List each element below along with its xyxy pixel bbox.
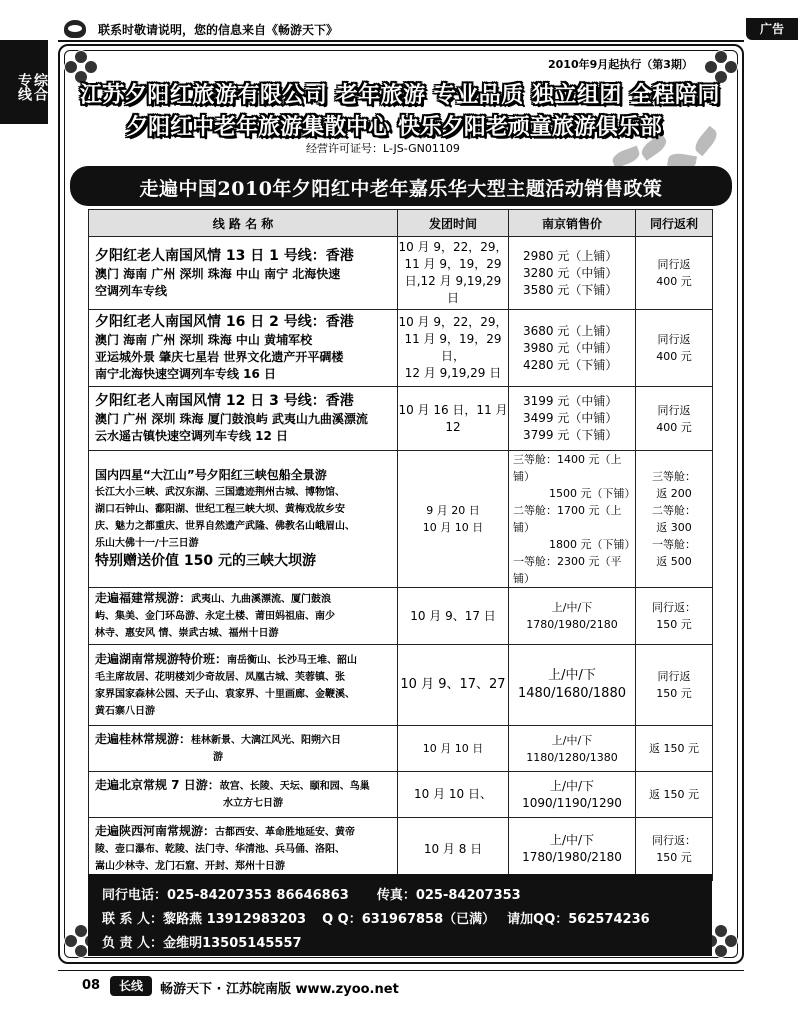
table-row [89, 645, 713, 726]
route-cell: 夕阳红老人南国风情 13 日 1 号线：香港 澳门 海南 广州 深圳 珠海 中山 南宁 北海快速 空调列车专线 [89, 237, 398, 310]
page-number: 08 [82, 978, 101, 993]
source-note: 联系时敬请说明，您的信息来自《畅游天下》 [98, 23, 339, 37]
route-cell: 夕阳红老人南国风情 12 日 3 号线：香港 澳门 广州 深圳 珠海 厦门鼓浪屿 武夷山九曲溪漂流 云水遥古镇快速空调列车专线 12 日 [89, 387, 398, 451]
route-cell: 走遍福建常规游：武夷山、九曲溪漂流、厦门鼓浪 屿、集美、金门环岛游、永定土楼、莆田妈祖庙、南少 林寺、惠安风 情、崇武古城、福州十日游 [89, 588, 398, 645]
rebate-cell: 返 150 元 [636, 726, 713, 772]
price-cell: 上/中/下 1780/1980/2180 [509, 818, 636, 881]
price-cell: 上/中/下 1180/1280/1380 [509, 726, 636, 772]
date-cell: 10 月 10 日 [398, 726, 509, 772]
manager: 金维明13505145557 [163, 936, 302, 951]
date-cell: 10 月 9、17 日 [398, 588, 509, 645]
top-divider [58, 40, 744, 42]
rebate-cell: 同行返 150 元 [636, 645, 713, 726]
col-header-date: 发团时间 [398, 210, 509, 237]
license-number: 经营许可证号：L-JS-GN01109 [306, 142, 460, 155]
table-row [89, 818, 713, 881]
col-header-price: 南京销售价 [509, 210, 636, 237]
price-cell: 三等舱：1400 元（上铺） 1500 元（下铺） 二等舱：1700 元（上铺） 1800 元（下铺） 一等舱：2300 元（平铺） [509, 451, 636, 588]
contact-line-person: 联 系 人：黎路燕 13912983203 Q Q：631967858（已满） 请加QQ：562574236 [102, 912, 650, 927]
rebate-cell: 同行返： 150 元 [636, 588, 713, 645]
top-bar [0, 18, 800, 42]
contact-block [88, 874, 712, 956]
date-cell: 10 月 9，22，29， 11 月 9，19，29 日,12 月 9,19,29 日 [398, 237, 509, 310]
contact-person: 黎路燕 13912983203 [163, 912, 307, 927]
date-cell: 10 月 16 日，11 月 12 [398, 387, 509, 451]
side-tab-line-2: 专线 [16, 73, 32, 101]
date-cell: 10 月 8 日 [398, 818, 509, 881]
rebate-cell: 同行返 400 元 [636, 310, 713, 387]
rebate-cell: 同行返： 150 元 [636, 818, 713, 881]
trade-phone: 025-84207353 86646863 [167, 888, 349, 903]
price-cell: 2980 元（上铺） 3280 元（中铺） 3580 元（下铺） [509, 237, 636, 310]
table-row [89, 310, 713, 387]
price-cell: 上/中/下 1090/1190/1290 [509, 772, 636, 818]
route-cell: 走遍桂林常规游：桂林新景、大漓江风光、阳朔六日 游 [89, 726, 398, 772]
side-tab-line-1: 综合 [32, 73, 48, 101]
rebate-cell: 返 150 元 [636, 772, 713, 818]
page-footer [0, 976, 800, 998]
route-price-table [88, 209, 713, 881]
date-cell: 10 月 10 日、 [398, 772, 509, 818]
route-cell: 走遍北京常规 7 日游：故宫、长陵、天坛、颐和园、鸟巢 水立方七日游 [89, 772, 398, 818]
route-cell: 国内四星“大江山”号夕阳红三峡包船全景游 长江大小三峡、武汉东湖、三国遗迹荆州古城、博物馆、 湖口石钟山、鄱阳湖、世纪工程三峡大坝、黄梅戏故乡安 庆、魅力之都重庆、世界自然遗产武隆、佛教名山峨眉山、 乐山大佛十一/十三日游 特别赠送价值 150 元的三峡大坝游 [89, 451, 398, 588]
col-header-rebate: 同行返利 [636, 210, 713, 237]
footer-divider [58, 970, 744, 971]
policy-banner-text: 走遍中国2010年夕阳红中老年嘉乐华大型主题活动销售政策 [139, 178, 663, 200]
table-row [89, 237, 713, 310]
date-cell: 10 月 9、17、27 [398, 645, 509, 726]
price-cell: 3680 元（上铺） 3980 元（中铺） 4280 元（下铺） [509, 310, 636, 387]
table-row [89, 726, 713, 772]
table-row [89, 387, 713, 451]
contact-line-manager: 负 责 人：金维明13505145557 [102, 936, 302, 951]
table-row [89, 772, 713, 818]
footer-section-tag: 长线 [110, 976, 152, 996]
price-cell: 上/中/下 1780/1980/2180 [509, 588, 636, 645]
table-row [89, 588, 713, 645]
edition-label: 2010年9月起执行（第3期） [548, 58, 693, 71]
contact-line-phone: 同行电话：025-84207353 86646863 传真：025-84207353 [102, 888, 521, 903]
route-cell: 夕阳红老人南国风情 16 日 2 号线：香港 澳门 海南 广州 深圳 珠海 中山 黄埔军校 亚运城外景 肇庆七星岩 世界文化遗产开平碉楼 南宁北海快速空调列车专线 16 日 [89, 310, 398, 387]
publication-name: 畅游天下 · 江苏皖南版 www.zyoo.net [160, 982, 399, 997]
qq-add-number: 562574236 [568, 912, 650, 927]
table-header-row [89, 210, 713, 237]
route-cell: 走遍湖南常规游特价班：南岳衡山、长沙马王堆、韶山 毛主席故居、花明楼刘少奇故居、凤凰古城、芙蓉镇、张 家界国家森林公园、天子山、袁家界、十里画廊、金鞭溪、 黄石寨八日游 [89, 645, 398, 726]
price-cell: 3199 元（中铺） 3499 元（中铺） 3799 元（下铺） [509, 387, 636, 451]
fax-number: 025-84207353 [415, 888, 521, 903]
rebate-cell: 同行返 400 元 [636, 237, 713, 310]
ad-tag: 广告 [746, 18, 798, 40]
headline-line-1: 江苏夕阳红旅游有限公司 老年旅游 专业品质 独立组团 全程陪同 [79, 83, 721, 108]
col-header-route: 线 路 名 称 [89, 210, 398, 237]
rebate-cell: 三等舱： 返 200 二等舱： 返 300 一等舱： 返 500 [636, 451, 713, 588]
price-cell: 上/中/下 1480/1680/1880 [509, 645, 636, 726]
date-cell: 9 月 20 日 10 月 10 日 [398, 451, 509, 588]
route-cell: 走遍陕西河南常规游：古都西安、革命胜地延安、黄帝 陵、壶口瀑布、乾陵、法门寺、华清池、兵马俑、洛阳、 嵩山少林寺、龙门石窟、开封、郑州十日游 [89, 818, 398, 881]
headline-line-2: 夕阳红中老年旅游集散中心 快乐夕阳老顽童旅游俱乐部 [126, 115, 662, 140]
qq-number: 631967858（已满） [361, 912, 496, 927]
table-row [89, 451, 713, 588]
date-cell: 10 月 9，22，29， 11 月 9，19，29 日， 12 月 9,19,29 日 [398, 310, 509, 387]
magazine-logo-icon [64, 20, 86, 38]
rebate-cell: 同行返 400 元 [636, 387, 713, 451]
